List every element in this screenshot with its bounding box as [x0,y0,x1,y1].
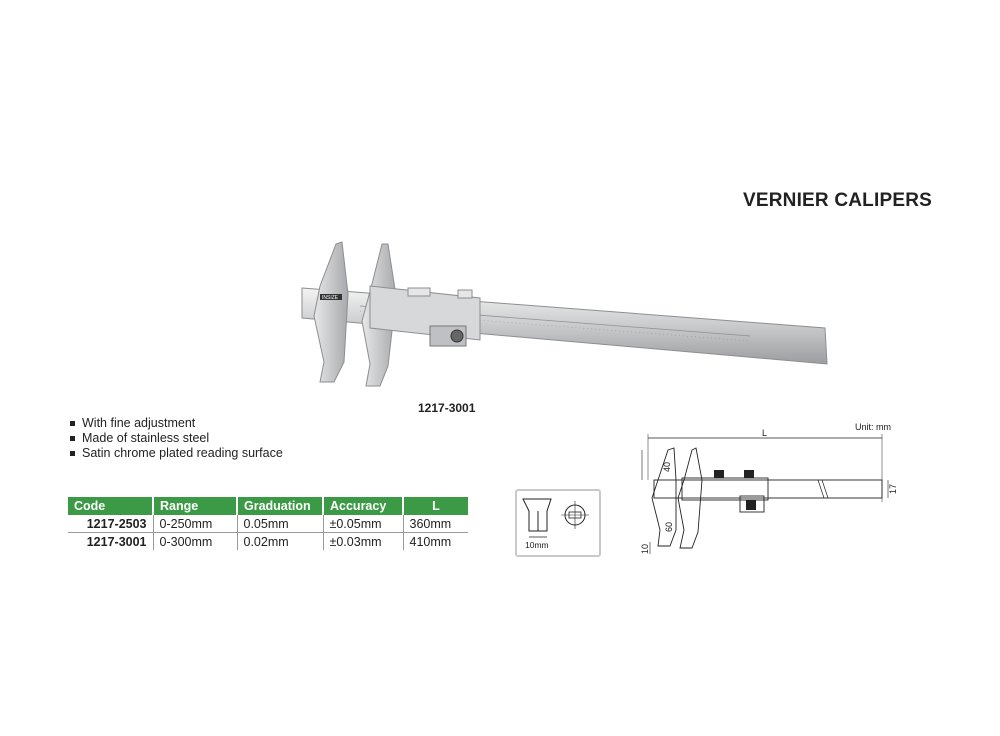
cell-l: 360mm [403,515,468,533]
cell-code: 1217-2503 [68,515,153,533]
feature-list [68,416,283,461]
technical-drawing [636,420,900,560]
dim-60-label: 60 [664,521,674,532]
spec-table [68,497,468,550]
cell-graduation: 0.02mm [237,533,323,551]
cell-graduation: 0.05mm [237,515,323,533]
table-header-row [68,497,468,515]
cell-code: 1217-3001 [68,533,153,551]
header-code: Code [68,497,153,515]
page-title: VERNIER CALIPERS [742,190,932,211]
dim-l-label: L [762,428,768,438]
header-l: L [403,497,468,515]
table-row [68,533,468,551]
detail-dimension-label: 10mm [525,540,549,550]
caliper-photo [300,236,860,396]
cell-range: 0-300mm [153,533,237,551]
header-range: Range [153,497,237,515]
dim-10-label: 10 [640,543,650,554]
header-graduation: Graduation [237,497,323,515]
header-accuracy: Accuracy [323,497,403,515]
dim-40-label: 40 [662,461,672,472]
unit-label: Unit: mm [855,422,891,432]
cell-l: 410mm [409,534,452,549]
table-row [68,515,468,533]
jaw-detail-box [515,489,601,557]
cell-accuracy: ±0.05mm [323,515,403,533]
dim-17-label: 17 [888,483,898,494]
feature-item: With fine adjustment [68,416,283,431]
feature-item: Made of stainless steel [68,431,283,446]
feature-item: Satin chrome plated reading surface [68,446,283,461]
cell-range: 0-250mm [153,515,237,533]
cell-accuracy: ±0.03mm [323,533,403,551]
brand-logo: INSIZE [322,295,339,301]
photo-caption: 1217-3001 [418,401,476,415]
